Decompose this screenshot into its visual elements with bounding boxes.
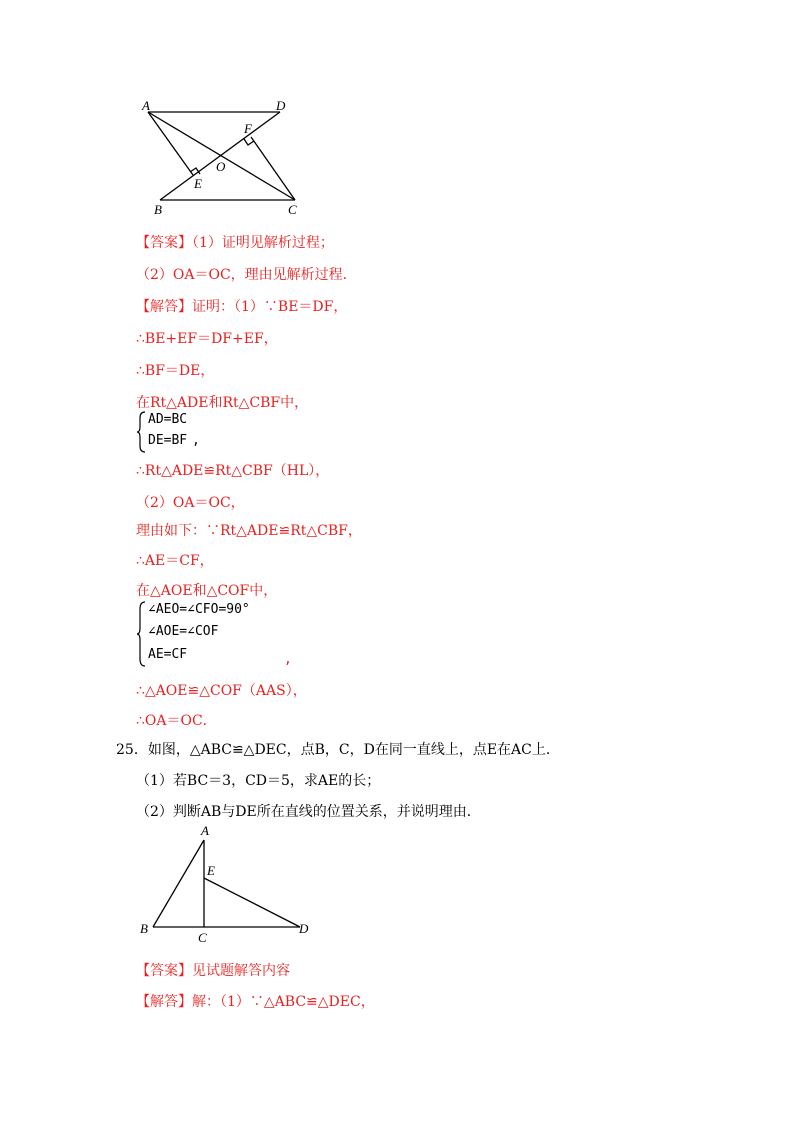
label-a: A [142, 98, 150, 113]
solution-1-line-10: ∴△AOE≌△COF（AAS）， [136, 683, 307, 699]
label-a: A [201, 823, 209, 838]
label-b: B [154, 202, 162, 217]
brace-icon [136, 410, 148, 454]
equation-tail: , [284, 652, 292, 667]
question-25-part-2: （2）判断AB与DE所在直线的位置关系，并说明理由． [136, 804, 481, 820]
solution-1-line-6: （2）OA＝OC， [136, 495, 245, 511]
solution-1-line-1: 【解答】证明：（1）∵BE＝DF， [136, 299, 348, 315]
answer-2-line-2: 【解答】解：（1）∵△ABC≌△DEC， [136, 994, 375, 1010]
answer-1-line-1: 【答案】（1）证明见解析过程； [136, 235, 334, 251]
answer-1-line-2: （2）OA＝OC，理由见解析过程． [136, 267, 357, 283]
label-o: O [216, 159, 226, 174]
solution-1-line-8: ∴AE＝CF， [136, 553, 214, 569]
equation-row: ∠AOE=∠COF [148, 624, 219, 639]
label-c: C [288, 202, 297, 217]
question-25-part-1: （1）若BC＝3，CD＝5，求AE的长； [136, 773, 381, 789]
solution-1-line-3: ∴BF＝DE， [136, 363, 215, 379]
label-c: C [198, 930, 207, 945]
equation-row: AD=BC [148, 412, 188, 427]
label-e: E [194, 176, 202, 191]
equation-row: AE=CF [148, 647, 188, 662]
equation-system-2 [136, 600, 336, 668]
solution-1-line-4: 在Rt△ADE和Rt△CBF中， [136, 395, 309, 411]
answer-2-line-1: 【答案】见试题解答内容 [136, 963, 290, 979]
equation-system-1 [136, 410, 256, 454]
equation-row: DE=BF [148, 433, 188, 448]
label-d: D [276, 98, 286, 113]
label-d: D [299, 921, 309, 936]
label-f: F [244, 121, 252, 136]
brace-icon [136, 600, 148, 668]
equation-row: ∠AEO=∠CFO=90° [148, 602, 250, 617]
figure-2-triangles [135, 820, 325, 945]
solution-1-line-9: 在△AOE和△COF中， [136, 583, 278, 599]
solution-1-line-5: ∴Rt△ADE≌Rt△CBF（HL）， [136, 463, 330, 479]
label-b: B [140, 921, 148, 936]
solution-1-line-11: ∴OA＝OC． [136, 713, 217, 729]
label-e: E [207, 863, 215, 878]
solution-1-line-2: ∴BE+EF＝DF+EF， [136, 331, 278, 347]
question-25-stem: 25．如图，△ABC≌△DEC，点B，C，D在同一直线上，点E在AC上． [116, 742, 560, 758]
equation-tail: , [192, 433, 200, 448]
figure-1-parallelogram [130, 95, 320, 220]
solution-1-line-7: 理由如下：∵Rt△ADE≌Rt△CBF， [136, 523, 362, 539]
